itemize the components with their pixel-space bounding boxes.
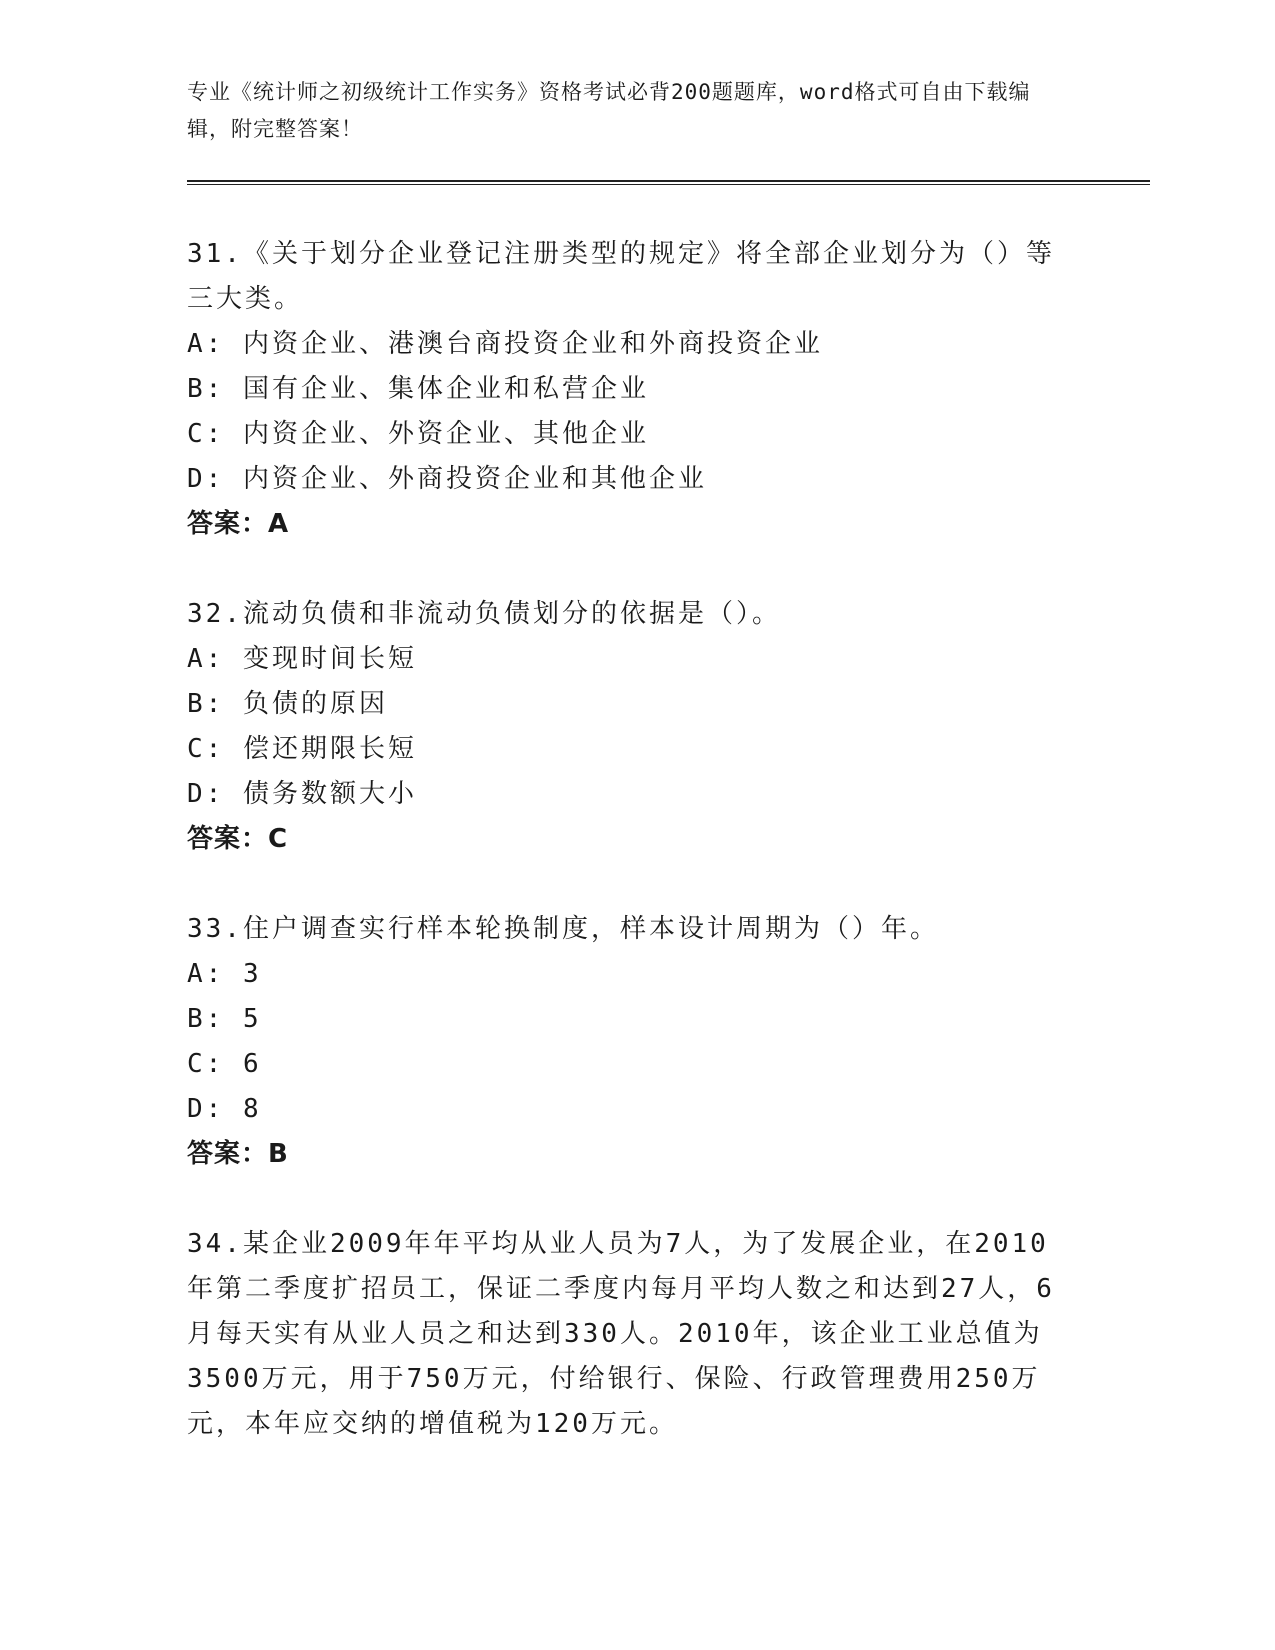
option-d: D: 债务数额大小 <box>187 779 417 809</box>
document-page <box>187 0 1150 1650</box>
question-text: 32.流动负债和非流动负债划分的依据是（）。 <box>187 599 781 629</box>
option-b: B: 负债的原因 <box>187 689 388 719</box>
option-d: D: 内资企业、外商投资企业和其他企业 <box>187 464 707 494</box>
question-33 <box>187 907 1067 1177</box>
answer: 答案：A <box>187 509 290 539</box>
question-list <box>187 232 1067 1492</box>
question-31 <box>187 232 1067 547</box>
question-text: 33.住户调查实行样本轮换制度，样本设计周期为（）年。 <box>187 914 939 944</box>
option-d: D: 8 <box>187 1094 262 1124</box>
option-c: C: 偿还期限长短 <box>187 734 417 764</box>
option-c: C: 内资企业、外资企业、其他企业 <box>187 419 649 449</box>
option-b: B: 国有企业、集体企业和私营企业 <box>187 374 649 404</box>
option-a: A: 变现时间长短 <box>187 644 417 674</box>
question-text: 34.某企业2009年年平均从业人员为7人，为了发展企业，在2010年第二季度扩招员工，保证二季度内每月平均人数之和达到27人，6月每天实有从业人员之和达到330人。2010年，该企业工业总值为3500万元，用于750万元，付给银行、保险、行政管理费用250万元，本年应交纳的增值税为120万元。 <box>187 1229 1055 1439</box>
answer: 答案：C <box>187 824 289 854</box>
question-32 <box>187 592 1067 862</box>
option-a: A: 3 <box>187 959 262 989</box>
option-b: B: 5 <box>187 1004 262 1034</box>
header-divider <box>187 180 1150 185</box>
answer: 答案：B <box>187 1139 289 1169</box>
option-a: A: 内资企业、港澳台商投资企业和外商投资企业 <box>187 329 823 359</box>
option-c: C: 6 <box>187 1049 262 1079</box>
question-text: 31.《关于划分企业登记注册类型的规定》将全部企业划分为（）等三大类。 <box>187 239 1055 314</box>
question-34 <box>187 1222 1067 1447</box>
document-header: 专业《统计师之初级统计工作实务》资格考试必背200题题库，word格式可自由下载编辑，附完整答案！ <box>187 80 1031 141</box>
